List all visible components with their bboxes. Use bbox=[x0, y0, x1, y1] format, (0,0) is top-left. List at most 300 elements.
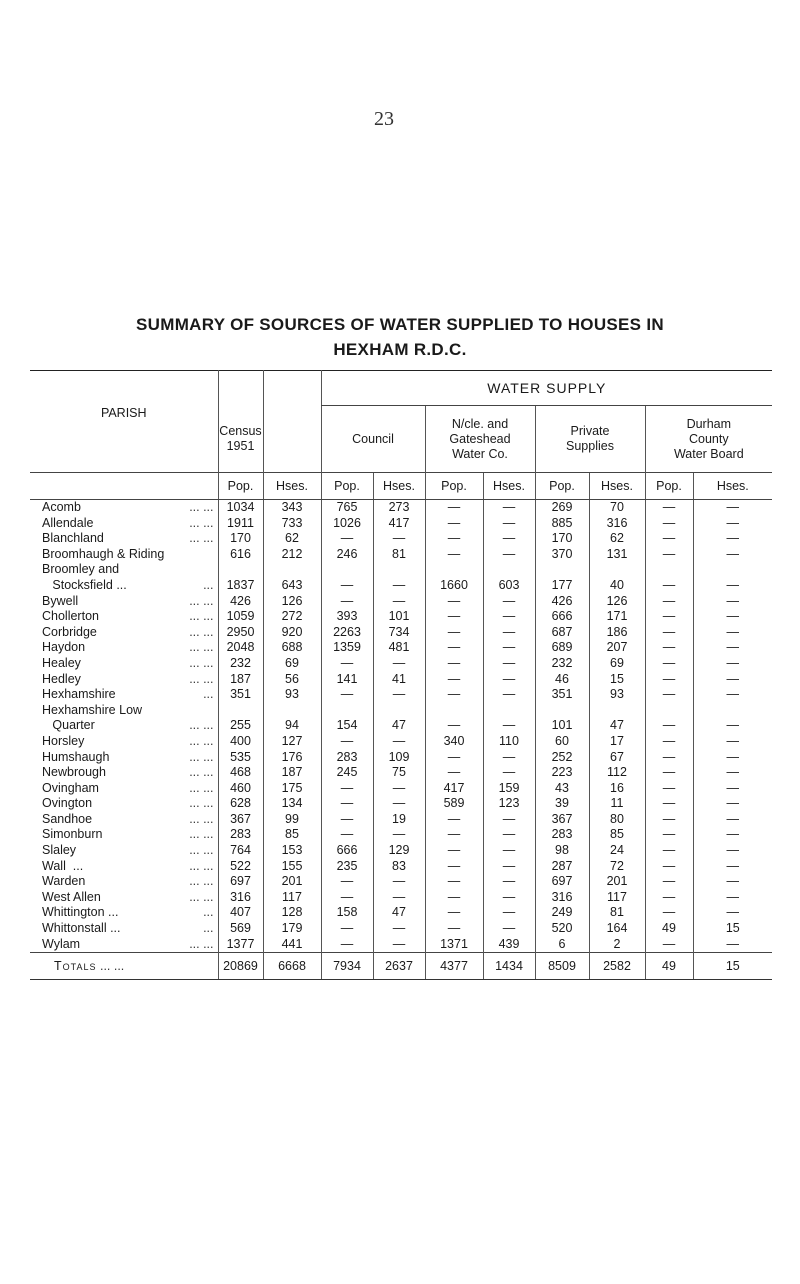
cell-census-pop: 764 bbox=[218, 843, 263, 859]
cell-private-hses: 2 bbox=[589, 937, 645, 953]
cell-durham-pop: — bbox=[645, 687, 693, 703]
table-row bbox=[30, 656, 772, 672]
parish-name: Horsley bbox=[42, 733, 85, 748]
header-sub-blank bbox=[30, 473, 218, 500]
page-title bbox=[0, 312, 800, 362]
cell-census-pop: 2048 bbox=[218, 640, 263, 656]
cell-council-hses: — bbox=[373, 890, 425, 906]
cell-census-hses: 126 bbox=[263, 594, 321, 610]
cell-durham-pop: — bbox=[645, 531, 693, 547]
parish-dots: ... ... bbox=[189, 531, 214, 546]
cell-ncle-hses: — bbox=[483, 921, 535, 937]
cell-council-hses: 273 bbox=[373, 500, 425, 516]
cell-council-pop: — bbox=[321, 578, 373, 594]
parish-dots: ... bbox=[203, 921, 214, 936]
table-row bbox=[30, 843, 772, 859]
cell-private-pop: 60 bbox=[535, 734, 589, 750]
cell-council-pop: 1026 bbox=[321, 516, 373, 532]
cell-ncle-hses: — bbox=[483, 750, 535, 766]
cell-durham-pop: — bbox=[645, 609, 693, 625]
header-durham-line1: Durham bbox=[686, 416, 732, 431]
parish-cell bbox=[30, 531, 218, 547]
cell-private-hses: 81 bbox=[589, 905, 645, 921]
cell-ncle-hses: — bbox=[483, 594, 535, 610]
cell-private-hses: 15 bbox=[589, 672, 645, 688]
table-row bbox=[30, 750, 772, 766]
cell-private-hses: 207 bbox=[589, 640, 645, 656]
cell-ncle-hses: — bbox=[483, 718, 535, 734]
header-council: Council bbox=[321, 406, 425, 473]
parish-name: Healey bbox=[42, 655, 81, 670]
cell-council-hses bbox=[373, 703, 425, 719]
parish-dots: ... ... bbox=[189, 858, 214, 873]
cell-council-hses: — bbox=[373, 796, 425, 812]
header-durham-hses: Hses. bbox=[693, 473, 772, 500]
cell-durham-hses: — bbox=[693, 843, 772, 859]
parish-cell bbox=[30, 890, 218, 906]
cell-durham-hses: — bbox=[693, 578, 772, 594]
header-ncle-line3: Water Co. bbox=[452, 446, 508, 461]
cell-ncle-pop: — bbox=[425, 921, 483, 937]
water-supply-table bbox=[30, 370, 772, 980]
parish-name: Whittington ... bbox=[42, 905, 119, 920]
cell-council-pop: 765 bbox=[321, 500, 373, 516]
cell-census-hses: 441 bbox=[263, 937, 321, 953]
header-private-hses: Hses. bbox=[589, 473, 645, 500]
cell-private-pop: 223 bbox=[535, 765, 589, 781]
cell-census-pop: 187 bbox=[218, 672, 263, 688]
cell-durham-pop: — bbox=[645, 734, 693, 750]
parish-dots: ... ... bbox=[189, 500, 214, 514]
table-row bbox=[30, 921, 772, 937]
totals-private-hses: 2582 bbox=[589, 953, 645, 980]
cell-durham-pop: — bbox=[645, 843, 693, 859]
parish-name: Broomhaugh & Riding bbox=[42, 546, 165, 561]
cell-private-pop: 687 bbox=[535, 625, 589, 641]
parish-name: Wylam bbox=[42, 936, 81, 951]
cell-durham-pop: — bbox=[645, 796, 693, 812]
header-private-line1: Private bbox=[570, 424, 610, 438]
parish-dots: ... bbox=[203, 577, 214, 592]
header-ncle bbox=[425, 406, 535, 473]
cell-private-pop: 170 bbox=[535, 531, 589, 547]
parish-cell bbox=[30, 750, 218, 766]
parish-cell bbox=[30, 937, 218, 953]
cell-durham-hses: — bbox=[693, 640, 772, 656]
parish-cell bbox=[30, 827, 218, 843]
cell-ncle-pop: — bbox=[425, 750, 483, 766]
cell-private-pop: 351 bbox=[535, 687, 589, 703]
parish-dots: ... ... bbox=[189, 811, 214, 826]
cell-ncle-pop: — bbox=[425, 890, 483, 906]
header-private-pop: Pop. bbox=[535, 473, 589, 500]
table-row bbox=[30, 531, 772, 547]
cell-council-hses: 83 bbox=[373, 859, 425, 875]
parish-name: Allendale bbox=[42, 515, 94, 530]
cell-ncle-pop: — bbox=[425, 672, 483, 688]
parish-name: Bywell bbox=[42, 593, 79, 608]
cell-census-pop: 2950 bbox=[218, 625, 263, 641]
header-council-hses: Hses. bbox=[373, 473, 425, 500]
cell-ncle-pop: — bbox=[425, 656, 483, 672]
cell-census-hses: 733 bbox=[263, 516, 321, 532]
cell-census-hses bbox=[263, 562, 321, 578]
cell-private-hses: 17 bbox=[589, 734, 645, 750]
cell-council-hses: — bbox=[373, 656, 425, 672]
parish-dots: ... ... bbox=[189, 874, 214, 889]
cell-private-hses: 40 bbox=[589, 578, 645, 594]
cell-council-pop: — bbox=[321, 656, 373, 672]
cell-census-hses: 69 bbox=[263, 656, 321, 672]
cell-ncle-hses bbox=[483, 703, 535, 719]
table-row bbox=[30, 734, 772, 750]
cell-private-hses: 80 bbox=[589, 812, 645, 828]
cell-ncle-hses: — bbox=[483, 687, 535, 703]
table-row bbox=[30, 703, 772, 719]
cell-census-hses: 134 bbox=[263, 796, 321, 812]
cell-census-hses: 212 bbox=[263, 547, 321, 563]
table-row bbox=[30, 562, 772, 578]
cell-census-hses: 179 bbox=[263, 921, 321, 937]
cell-census-pop: 522 bbox=[218, 859, 263, 875]
cell-census-pop: 170 bbox=[218, 531, 263, 547]
parish-name: Sandhoe bbox=[42, 811, 93, 826]
totals-council-hses: 2637 bbox=[373, 953, 425, 980]
cell-durham-pop: — bbox=[645, 890, 693, 906]
cell-council-hses: — bbox=[373, 781, 425, 797]
cell-census-hses: 128 bbox=[263, 905, 321, 921]
parish-dots: ... ... bbox=[189, 827, 214, 842]
cell-private-hses: 24 bbox=[589, 843, 645, 859]
parish-cell bbox=[30, 547, 218, 563]
cell-durham-hses: — bbox=[693, 827, 772, 843]
cell-council-hses: — bbox=[373, 578, 425, 594]
cell-private-hses bbox=[589, 703, 645, 719]
table-row bbox=[30, 827, 772, 843]
cell-private-pop: 426 bbox=[535, 594, 589, 610]
header-ncle-hses: Hses. bbox=[483, 473, 535, 500]
cell-council-hses: 101 bbox=[373, 609, 425, 625]
cell-census-hses: 187 bbox=[263, 765, 321, 781]
cell-ncle-hses: — bbox=[483, 625, 535, 641]
parish-name: Warden bbox=[42, 874, 86, 889]
cell-ncle-hses: 159 bbox=[483, 781, 535, 797]
cell-durham-pop: — bbox=[645, 874, 693, 890]
cell-council-hses: — bbox=[373, 827, 425, 843]
totals-durham-hses: 15 bbox=[693, 953, 772, 980]
parish-dots: ... bbox=[203, 905, 214, 920]
cell-ncle-pop: — bbox=[425, 594, 483, 610]
cell-private-pop: 689 bbox=[535, 640, 589, 656]
cell-durham-hses: — bbox=[693, 656, 772, 672]
parish-dots: ... ... bbox=[189, 780, 214, 795]
cell-durham-pop: — bbox=[645, 859, 693, 875]
cell-census-pop: 460 bbox=[218, 781, 263, 797]
parish-cell bbox=[30, 843, 218, 859]
cell-ncle-hses: — bbox=[483, 843, 535, 859]
cell-census-hses: 201 bbox=[263, 874, 321, 890]
parish-cell bbox=[30, 703, 218, 719]
cell-council-pop bbox=[321, 562, 373, 578]
cell-council-pop: 245 bbox=[321, 765, 373, 781]
cell-census-pop bbox=[218, 562, 263, 578]
cell-private-hses: 316 bbox=[589, 516, 645, 532]
cell-durham-pop: — bbox=[645, 812, 693, 828]
cell-ncle-pop bbox=[425, 703, 483, 719]
cell-private-pop: 367 bbox=[535, 812, 589, 828]
cell-ncle-pop: — bbox=[425, 843, 483, 859]
cell-durham-pop bbox=[645, 703, 693, 719]
parish-name: Ovington bbox=[42, 796, 93, 811]
totals-census-pop: 20869 bbox=[218, 953, 263, 980]
cell-ncle-hses: — bbox=[483, 672, 535, 688]
cell-ncle-hses: — bbox=[483, 827, 535, 843]
parish-dots: ... ... bbox=[189, 671, 214, 686]
title-line-2: HEXHAM R.D.C. bbox=[333, 340, 467, 359]
parish-name: Ovingham bbox=[42, 780, 99, 795]
cell-private-pop: 252 bbox=[535, 750, 589, 766]
cell-census-hses: 175 bbox=[263, 781, 321, 797]
parish-cell bbox=[30, 718, 218, 734]
parish-dots: ... ... bbox=[189, 515, 214, 530]
parish-dots: ... ... bbox=[189, 765, 214, 780]
cell-private-hses: 131 bbox=[589, 547, 645, 563]
cell-durham-pop: — bbox=[645, 625, 693, 641]
cell-council-pop: 154 bbox=[321, 718, 373, 734]
cell-durham-hses: — bbox=[693, 687, 772, 703]
cell-private-pop: 885 bbox=[535, 516, 589, 532]
cell-census-pop: 232 bbox=[218, 656, 263, 672]
cell-private-pop: 39 bbox=[535, 796, 589, 812]
cell-council-pop: — bbox=[321, 827, 373, 843]
parish-dots: ... ... bbox=[189, 749, 214, 764]
cell-ncle-hses: — bbox=[483, 859, 535, 875]
header-parish-blank bbox=[30, 371, 218, 406]
cell-census-pop: 697 bbox=[218, 874, 263, 890]
cell-private-hses: 16 bbox=[589, 781, 645, 797]
cell-durham-pop: — bbox=[645, 905, 693, 921]
cell-census-hses: 127 bbox=[263, 734, 321, 750]
cell-council-pop: 666 bbox=[321, 843, 373, 859]
header-census-line1: Census bbox=[219, 423, 262, 438]
cell-ncle-pop: — bbox=[425, 905, 483, 921]
cell-census-pop: 367 bbox=[218, 812, 263, 828]
cell-ncle-pop: — bbox=[425, 859, 483, 875]
cell-durham-hses: — bbox=[693, 796, 772, 812]
header-census-hses: Hses. bbox=[263, 473, 321, 500]
cell-durham-hses: — bbox=[693, 765, 772, 781]
cell-private-pop: 6 bbox=[535, 937, 589, 953]
parish-name: Chollerton bbox=[42, 609, 99, 624]
cell-council-hses: 734 bbox=[373, 625, 425, 641]
table-row bbox=[30, 796, 772, 812]
cell-ncle-pop: — bbox=[425, 500, 483, 516]
cell-private-hses: 70 bbox=[589, 500, 645, 516]
cell-census-hses: 94 bbox=[263, 718, 321, 734]
cell-durham-hses: — bbox=[693, 609, 772, 625]
cell-private-pop: 520 bbox=[535, 921, 589, 937]
header-private-line2: Supplies bbox=[566, 439, 614, 453]
cell-census-hses: 153 bbox=[263, 843, 321, 859]
header-durham bbox=[645, 406, 772, 473]
cell-census-hses: 176 bbox=[263, 750, 321, 766]
cell-durham-hses: 15 bbox=[693, 921, 772, 937]
cell-ncle-hses: 439 bbox=[483, 937, 535, 953]
cell-private-hses: 93 bbox=[589, 687, 645, 703]
cell-private-pop: 287 bbox=[535, 859, 589, 875]
parish-name: Stocksfield ... bbox=[42, 577, 127, 592]
cell-ncle-pop: 340 bbox=[425, 734, 483, 750]
cell-council-hses: 417 bbox=[373, 516, 425, 532]
header-census-line2: 1951 bbox=[226, 438, 255, 453]
cell-private-hses: 72 bbox=[589, 859, 645, 875]
parish-cell bbox=[30, 625, 218, 641]
table-row bbox=[30, 859, 772, 875]
cell-durham-hses: — bbox=[693, 890, 772, 906]
cell-ncle-hses: 123 bbox=[483, 796, 535, 812]
parish-cell bbox=[30, 812, 218, 828]
cell-council-pop bbox=[321, 703, 373, 719]
cell-ncle-pop: — bbox=[425, 718, 483, 734]
parish-name: Quarter bbox=[42, 718, 95, 733]
cell-census-pop: 316 bbox=[218, 890, 263, 906]
cell-ncle-hses: 110 bbox=[483, 734, 535, 750]
cell-durham-hses: — bbox=[693, 718, 772, 734]
cell-council-pop: 393 bbox=[321, 609, 373, 625]
cell-durham-pop: — bbox=[645, 578, 693, 594]
cell-private-pop: 101 bbox=[535, 718, 589, 734]
parish-name: Hedley bbox=[42, 671, 81, 686]
cell-council-hses: 47 bbox=[373, 718, 425, 734]
cell-durham-pop: — bbox=[645, 765, 693, 781]
cell-ncle-pop: — bbox=[425, 625, 483, 641]
cell-private-hses: 11 bbox=[589, 796, 645, 812]
header-private bbox=[535, 406, 645, 473]
cell-council-pop: — bbox=[321, 812, 373, 828]
cell-durham-hses: — bbox=[693, 500, 772, 516]
parish-dots: ... ... bbox=[189, 796, 214, 811]
cell-census-hses: 643 bbox=[263, 578, 321, 594]
table-row bbox=[30, 765, 772, 781]
cell-ncle-hses: 603 bbox=[483, 578, 535, 594]
cell-census-pop: 628 bbox=[218, 796, 263, 812]
cell-durham-pop: — bbox=[645, 672, 693, 688]
header-council-pop: Pop. bbox=[321, 473, 373, 500]
parish-dots: ... bbox=[203, 687, 214, 702]
cell-council-hses: — bbox=[373, 921, 425, 937]
cell-council-pop: 246 bbox=[321, 547, 373, 563]
cell-private-hses: 62 bbox=[589, 531, 645, 547]
cell-ncle-pop: — bbox=[425, 547, 483, 563]
cell-durham-hses: — bbox=[693, 594, 772, 610]
header-ncle-line1: N/cle. and bbox=[451, 416, 509, 431]
cell-census-pop: 351 bbox=[218, 687, 263, 703]
parish-name: Slaley bbox=[42, 843, 77, 858]
cell-council-pop: — bbox=[321, 937, 373, 953]
cell-census-pop bbox=[218, 703, 263, 719]
table-row bbox=[30, 812, 772, 828]
cell-private-pop: 232 bbox=[535, 656, 589, 672]
parish-name: Blanchland bbox=[42, 531, 104, 546]
cell-census-hses: 62 bbox=[263, 531, 321, 547]
cell-census-hses: 688 bbox=[263, 640, 321, 656]
cell-ncle-hses: — bbox=[483, 765, 535, 781]
cell-private-pop: 46 bbox=[535, 672, 589, 688]
parish-cell bbox=[30, 905, 218, 921]
cell-census-pop: 255 bbox=[218, 718, 263, 734]
parish-cell bbox=[30, 874, 218, 890]
parish-name: Humshaugh bbox=[42, 749, 110, 764]
cell-durham-pop: — bbox=[645, 827, 693, 843]
cell-ncle-hses bbox=[483, 562, 535, 578]
parish-dots: ... ... bbox=[189, 889, 214, 904]
cell-durham-pop: — bbox=[645, 640, 693, 656]
table-row bbox=[30, 672, 772, 688]
cell-private-pop: 370 bbox=[535, 547, 589, 563]
totals-census-hses: 6668 bbox=[263, 953, 321, 980]
parish-cell bbox=[30, 765, 218, 781]
cell-council-hses: 75 bbox=[373, 765, 425, 781]
parish-dots: ... ... bbox=[189, 655, 214, 670]
cell-census-hses: 272 bbox=[263, 609, 321, 625]
table-row bbox=[30, 500, 772, 516]
cell-durham-hses: — bbox=[693, 625, 772, 641]
cell-ncle-hses: — bbox=[483, 516, 535, 532]
parish-dots: ... ... bbox=[189, 718, 214, 733]
cell-ncle-pop: — bbox=[425, 516, 483, 532]
parish-dots: ... ... bbox=[189, 733, 214, 748]
cell-council-pop: 141 bbox=[321, 672, 373, 688]
parish-name: Simonburn bbox=[42, 827, 103, 842]
table-row bbox=[30, 594, 772, 610]
cell-ncle-pop: — bbox=[425, 827, 483, 843]
parish-cell bbox=[30, 609, 218, 625]
cell-durham-hses: — bbox=[693, 672, 772, 688]
cell-council-pop: — bbox=[321, 796, 373, 812]
cell-census-hses: 343 bbox=[263, 500, 321, 516]
parish-name: Newbrough bbox=[42, 765, 106, 780]
totals-private-pop: 8509 bbox=[535, 953, 589, 980]
cell-durham-hses: — bbox=[693, 859, 772, 875]
table-row bbox=[30, 890, 772, 906]
cell-ncle-pop: 1371 bbox=[425, 937, 483, 953]
cell-census-hses: 920 bbox=[263, 625, 321, 641]
header-census-hses-space bbox=[263, 406, 321, 473]
totals-council-pop: 7934 bbox=[321, 953, 373, 980]
cell-durham-hses: — bbox=[693, 516, 772, 532]
cell-durham-pop: — bbox=[645, 781, 693, 797]
cell-ncle-hses: — bbox=[483, 905, 535, 921]
header-ncle-line2: Gateshead bbox=[449, 431, 511, 446]
parish-name: Wall ... bbox=[42, 858, 84, 873]
cell-private-pop: 249 bbox=[535, 905, 589, 921]
cell-ncle-hses: — bbox=[483, 531, 535, 547]
cell-durham-pop: — bbox=[645, 718, 693, 734]
totals-row bbox=[30, 953, 772, 980]
cell-private-hses: 47 bbox=[589, 718, 645, 734]
cell-ncle-pop: — bbox=[425, 812, 483, 828]
cell-durham-hses: — bbox=[693, 734, 772, 750]
cell-durham-pop: — bbox=[645, 750, 693, 766]
parish-name: Haydon bbox=[42, 640, 86, 655]
cell-private-hses: 126 bbox=[589, 594, 645, 610]
cell-private-hses: 186 bbox=[589, 625, 645, 641]
table-row bbox=[30, 640, 772, 656]
cell-council-hses: 47 bbox=[373, 905, 425, 921]
cell-durham-pop: — bbox=[645, 500, 693, 516]
cell-council-hses: 109 bbox=[373, 750, 425, 766]
parish-dots: ... ... bbox=[189, 624, 214, 639]
